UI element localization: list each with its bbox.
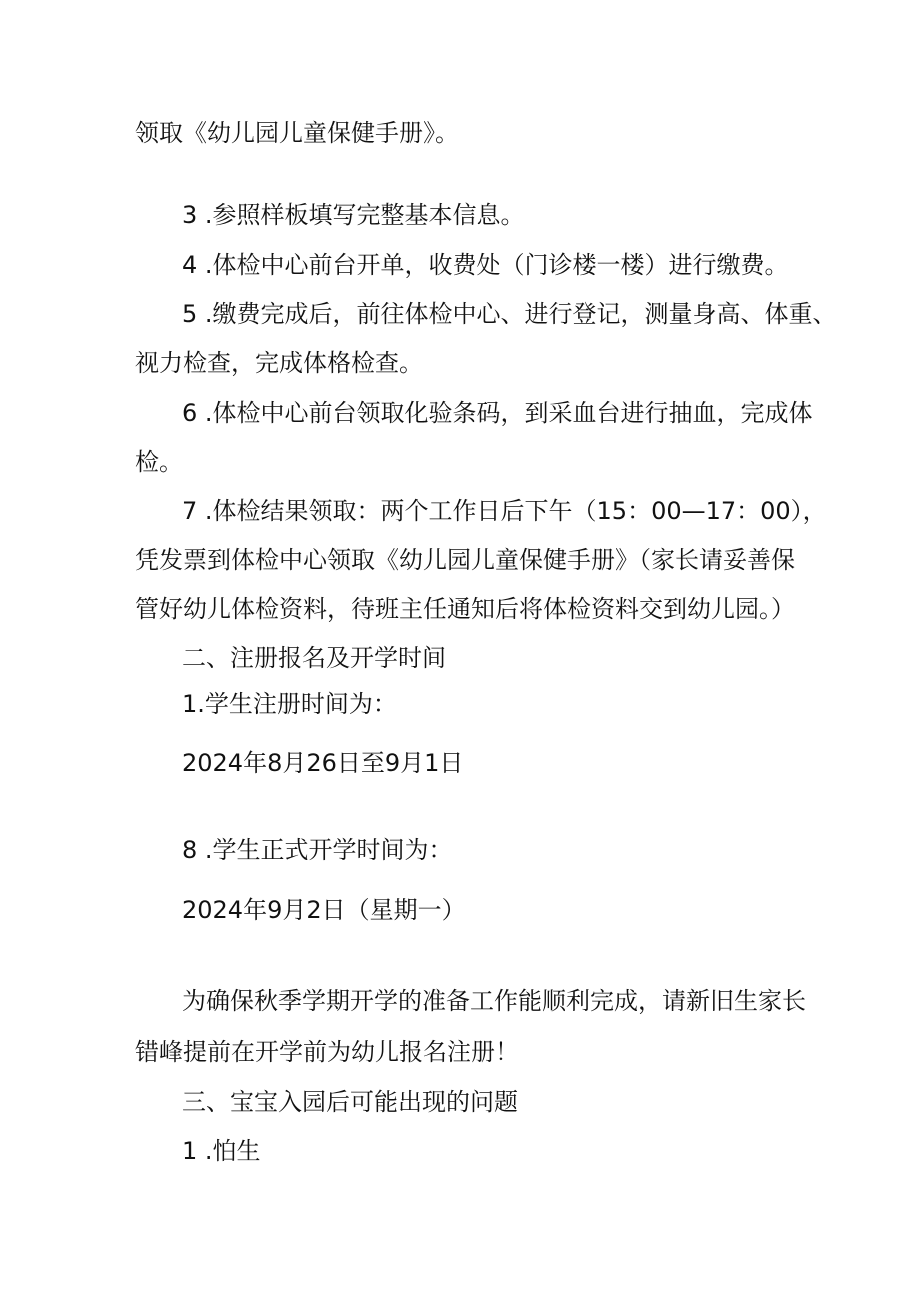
text-line-step-5: 5 .缴费完成后，前往体检中心、进行登记，测量身高、体重、 [182, 300, 837, 328]
text-line-step-6-cont: 检。 [135, 448, 183, 476]
text-line-step-4: 4 .体检中心前台开单，收费处（门诊楼一楼）进行缴费。 [182, 251, 789, 279]
text-line-step-3: 3 .参照样板填写完整基本信息。 [182, 201, 525, 229]
text-line-step-7-cont-1: 凭发票到体检中心领取《幼儿园儿童保健手册》（家长请妥善保 [135, 546, 795, 574]
text-line-school-start-time: 8 .学生正式开学时间为： [182, 836, 453, 864]
text-line-step-5-cont: 视力检查，完成体格检查。 [135, 349, 423, 377]
text-line-registration-time: 1.学生注册时间为： [182, 690, 397, 718]
text-line-step-7-cont-2: 管好幼儿体检资料，待班主任通知后将体检资料交到幼儿园。） [135, 595, 795, 623]
section-heading-problems: 三、宝宝入园后可能出现的问题 [182, 1088, 518, 1116]
section-heading-registration: 二、注册报名及开学时间 [182, 644, 446, 672]
text-line-step-7: 7 .体检结果领取：两个工作日后下午（15：00—17：00）， [182, 497, 827, 525]
text-line-registration-dates: 2024年8月26日至9月1日 [182, 749, 464, 777]
text-line-step-6: 6 .体检中心前台领取化验条码，到采血台进行抽血，完成体 [182, 399, 813, 427]
text-line-receive-handbook: 领取《幼儿园儿童保健手册》。 [135, 119, 459, 147]
text-line-notice: 为确保秋季学期开学的准备工作能顺利完成，请新旧生家长 [182, 987, 806, 1015]
text-line-notice-cont: 错峰提前在开学前为幼儿报名注册！ [135, 1038, 519, 1066]
text-line-school-start-date: 2024年9月2日（星期一） [182, 896, 466, 924]
text-line-shyness: 1 .怕生 [182, 1137, 261, 1165]
